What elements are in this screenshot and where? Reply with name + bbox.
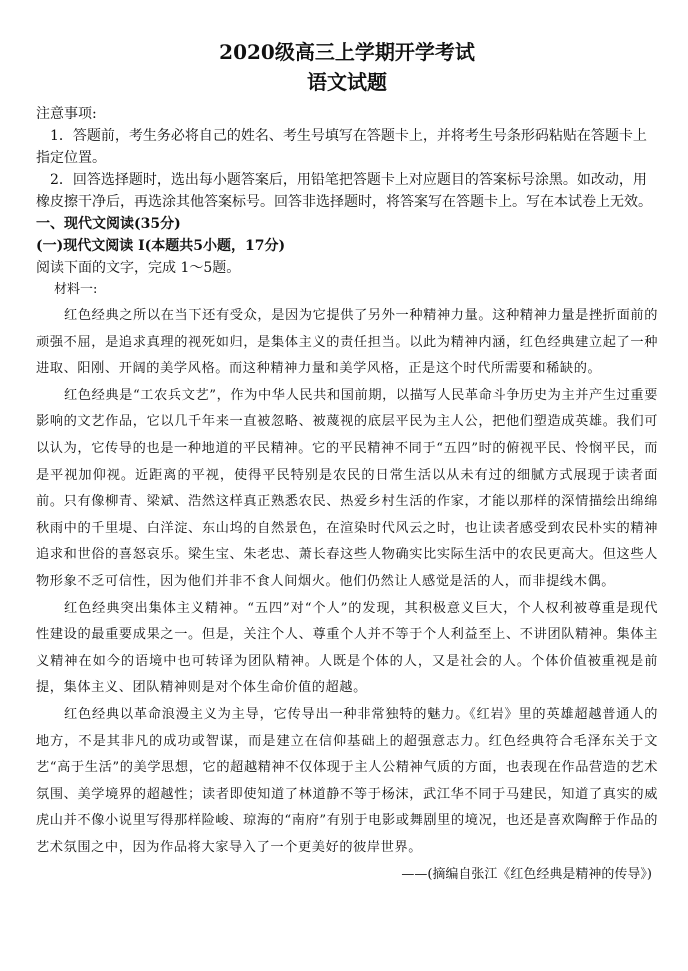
section-heading: 一、现代文阅读(35分) [36,216,181,232]
reading-instruction: 阅读下面的文字，完成 1～5题。 [36,260,241,276]
notice-item: 1．答题前，考生务必将自己的姓名、考生号填写在答题卡上，并将考生号条形码粘贴在答题卡上指定位置。 [36,128,647,166]
section-subheading: (一)现代文阅读 I(本题共5小题，17分) [36,238,286,254]
notice-heading: 注意事项: [36,106,97,122]
passage-source: ——(摘编自张江《红色经典是精神的传导》) [401,867,652,883]
material-label: 材料一: [54,282,98,297]
passage-paragraph: 红色经典以革命浪漫主义为主导，它传导出一种非常独特的魅力。《红岩》里的英雄超越普通人的地方，不是其非凡的成功或智谋，而是建立在信仰基础上的超强意志力。红色经典符合毛泽东关于文艺“高于生活”的美学思想，它的超越精神不仅体现于主人公精神气质的方面，也表现在作品营造的艺术氛围、美学境界的超越性；读者即使知道了林道静不等于杨沫，武江华不同于马建民，知道了真实的威虎山并不像小说里写得那样险峻、琼海的“南府”有别于电影或舞剧里的境况，也还是喜欢陶醉于作品的艺术氛围之中，因为作品将大家导入了一个更美好的彼岸世界。 [36,706,658,855]
passage-paragraph: 红色经典突出集体主义精神。“五四”对“个人”的发现，其积极意义巨大，个人权利被尊重是现代性建设的最重要成果之一。但是，关注个人、尊重个人并不等于个人利益至上、不讲团队精神。集体主义精神在如今的语境中也可转译为团队精神。人既是个体的人，又是社会的人。个体价值被重视是前提，集体主义、团队精神则是对个体生命价值的超越。 [36,600,658,696]
passage-paragraph: 红色经典是“工农兵文艺”，作为中华人民共和国前期，以描写人民革命斗争历史为主并产生过重要影响的文艺作品，它以几千年来一直被忽略、被蔑视的底层平民为主人公，把他们塑造成英雄。我们可以认为，它传导的也是一种地道的平民精神。它的平民精神不同于“五四”时的俯视平民、怜悯平民，而是平视加仰视。近距离的平视，使得平民特别是农民的日常生活以从未有过的细腻方式展现于读者面前。只有像柳青、梁斌、浩然这样真正熟悉农民、热爱乡村生活的作家，才能以那样的深情描绘出绵绵秋雨中的千里堤、白洋淀、东山坞的自然景色，在渲染时代风云之时，也让读者感受到农民朴实的精神追求和世俗的喜怒哀乐。梁生宝、朱老忠、萧长春这些人物确实比实际生活中的农民更高大。但这些人物形象不乏可信性，因为他们并非不食人间烟火。他们仍然让人感觉是活的人，而非提线木偶。 [36,387,658,589]
passage-paragraph: 红色经典之所以在当下还有受众，是因为它提供了另外一种精神力量。这种精神力量是挫折面前的顽强不屈，是追求真理的视死如归，是集体主义的责任担当。以此为精神内涵，红色经典建立起了一种进取、阳刚、开阔的美学风格。而这种精神力量和美学风格，正是这个时代所需要和稀缺的。 [36,308,658,377]
notice-item: 2．回答选择题时，选出每小题答案后，用铅笔把答题卡上对应题目的答案标号涂黑。如改动，用橡皮擦干净后，再选涂其他答案标号。回答非选择题时，将答案写在答题卡上。写在本试卷上无效。 [36,172,652,210]
exam-title: 2020级高三上学期开学考试 [219,40,475,64]
exam-subtitle: 语文试题 [307,70,387,94]
